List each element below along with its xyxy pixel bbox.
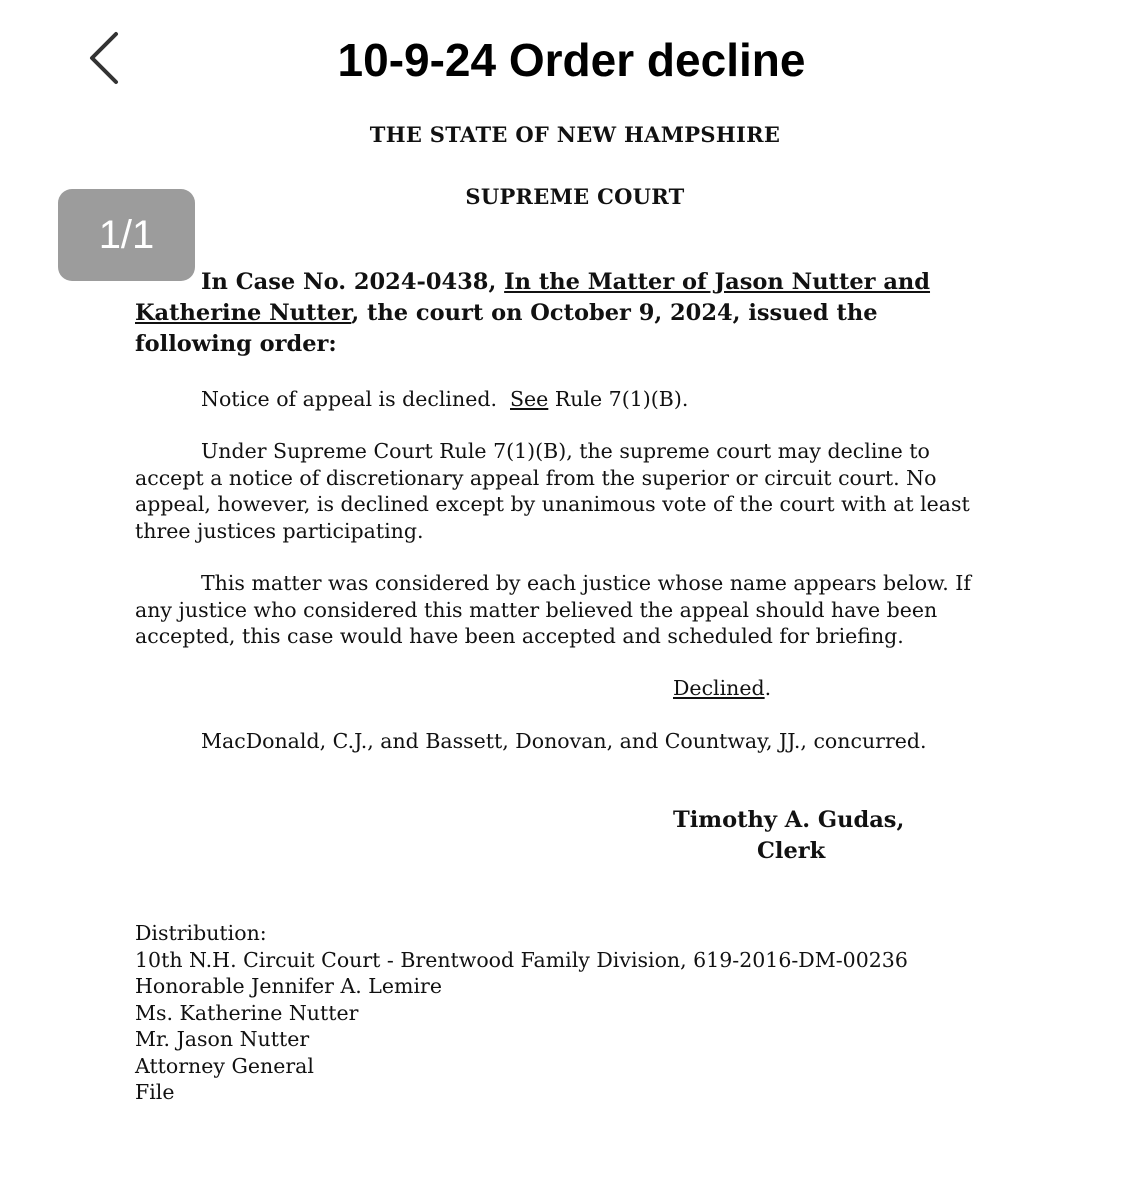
matter-name-line2: Katherine Nutter [135,300,352,326]
notice-text: Notice of appeal is declined. [201,387,510,411]
distribution-item: Ms. Katherine Nutter [135,1000,359,1025]
rule-paragraph [135,438,1015,544]
see-reference: See [510,387,549,411]
consideration-line-3: accepted, this case would have been accepted and scheduled for briefing. [135,624,904,648]
state-heading: THE STATE OF NEW HAMPSHIRE [369,122,781,147]
declined-text: Declined [673,676,765,700]
rule-line-1: Under Supreme Court Rule 7(1)(B), the supreme court may decline to [201,439,930,463]
distribution-item: 10th N.H. Circuit Court - Brentwood Family Division, 619-2016-DM-00236 [135,947,908,972]
distribution-item: Attorney General [135,1053,314,1078]
distribution-item: Honorable Jennifer A. Lemire [135,974,442,998]
rule-line-3: appeal, however, is declined except by unanimous vote of the court with at least [135,492,970,516]
case-intro-line3: following order: [135,331,337,357]
rule-line-4: three justices participating. [135,518,424,543]
concurrence-text: MacDonald, C.J., and Bassett, Donovan, and Countway, JJ., concurred. [201,729,927,753]
distribution-item: Mr. Jason Nutter [135,1027,310,1051]
court-heading: SUPREME COURT [465,184,685,209]
distribution-list [135,920,1015,1106]
document-title: 10-9-24 Order decline [337,34,806,86]
clerk-title: Clerk [757,838,826,864]
notice-paragraph [135,386,1015,413]
consideration-line-1: This matter was considered by each justice whose name appears below. If [201,571,971,595]
clerk-name: Timothy A. Gudas, [673,807,905,833]
declined-period: . [764,676,772,700]
rule-line-2: accept a notice of discretionary appeal from the superior or circuit court. No [135,465,937,490]
distribution-label: Distribution: [135,921,267,945]
declined-line [673,675,873,702]
case-intro [135,267,1015,360]
case-intro-prefix: In Case No. 2024-0438, [201,269,505,295]
matter-name-line1: In the Matter of Jason Nutter and [504,269,931,295]
case-intro-suffix: , the court on October 9, 2024, issued the [351,300,878,326]
distribution-item: File [135,1080,175,1104]
consideration-line-2: any justice who considered this matter believed the appeal should have been [135,597,938,622]
page-counter-badge: 1/1 [58,189,195,281]
concurrence-paragraph [135,728,1015,755]
rule-reference: Rule 7(1)(B). [548,387,689,411]
consideration-paragraph [135,570,1015,650]
